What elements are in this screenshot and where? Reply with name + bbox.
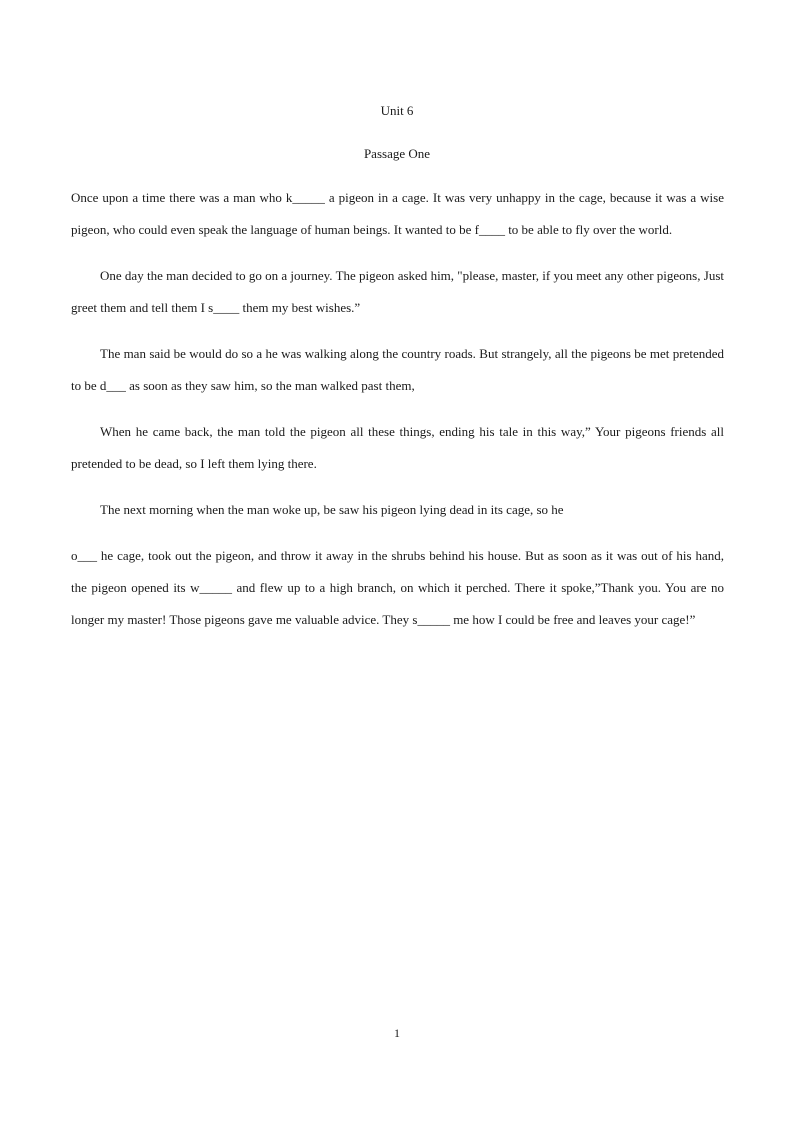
paragraph-5: The next morning when the man woke up, be saw his pigeon lying dead in its cage, so he — [100, 502, 564, 517]
paragraph-4: When he came back, the man told the pigeon all these things, ending his tale in this way,” Your pigeons friends all pretended to be dead, so I left them lying there. — [71, 424, 724, 471]
paragraph-6: o___ he cage, took out the pigeon, and throw it away in the shrubs behind his house. But as soon as it was out of his hand, the pigeon opened its w_____ and flew up to a high branch, on which it perched. There it spoke,”Thank you. You are no longer my master! Those pigeons gave me valuable advice. They s_____ me how I could be free and leaves your cage!” — [71, 548, 724, 627]
page-number: 1 — [394, 1026, 400, 1040]
unit-title: Unit 6 — [380, 103, 414, 118]
passage-body — [71, 182, 724, 650]
paragraph-1: Once upon a time there was a man who k_____ a pigeon in a cage. It was very unhappy in the cage, because it was a wise pigeon, who could even speak the language of human beings. It wanted to be f____ to be able to fly over the world. — [71, 190, 724, 237]
paragraph-3: The man said be would do so a he was walking along the country roads. But strangely, all the pigeons be met pretended to be d___ as soon as they saw him, so the man walked past them, — [71, 346, 724, 393]
paragraph-2: One day the man decided to go on a journey. The pigeon asked him, "please, master, if you meet any other pigeons, Just greet them and tell them I s____ them my best wishes.” — [71, 268, 724, 315]
passage-title: Passage One — [363, 146, 431, 161]
